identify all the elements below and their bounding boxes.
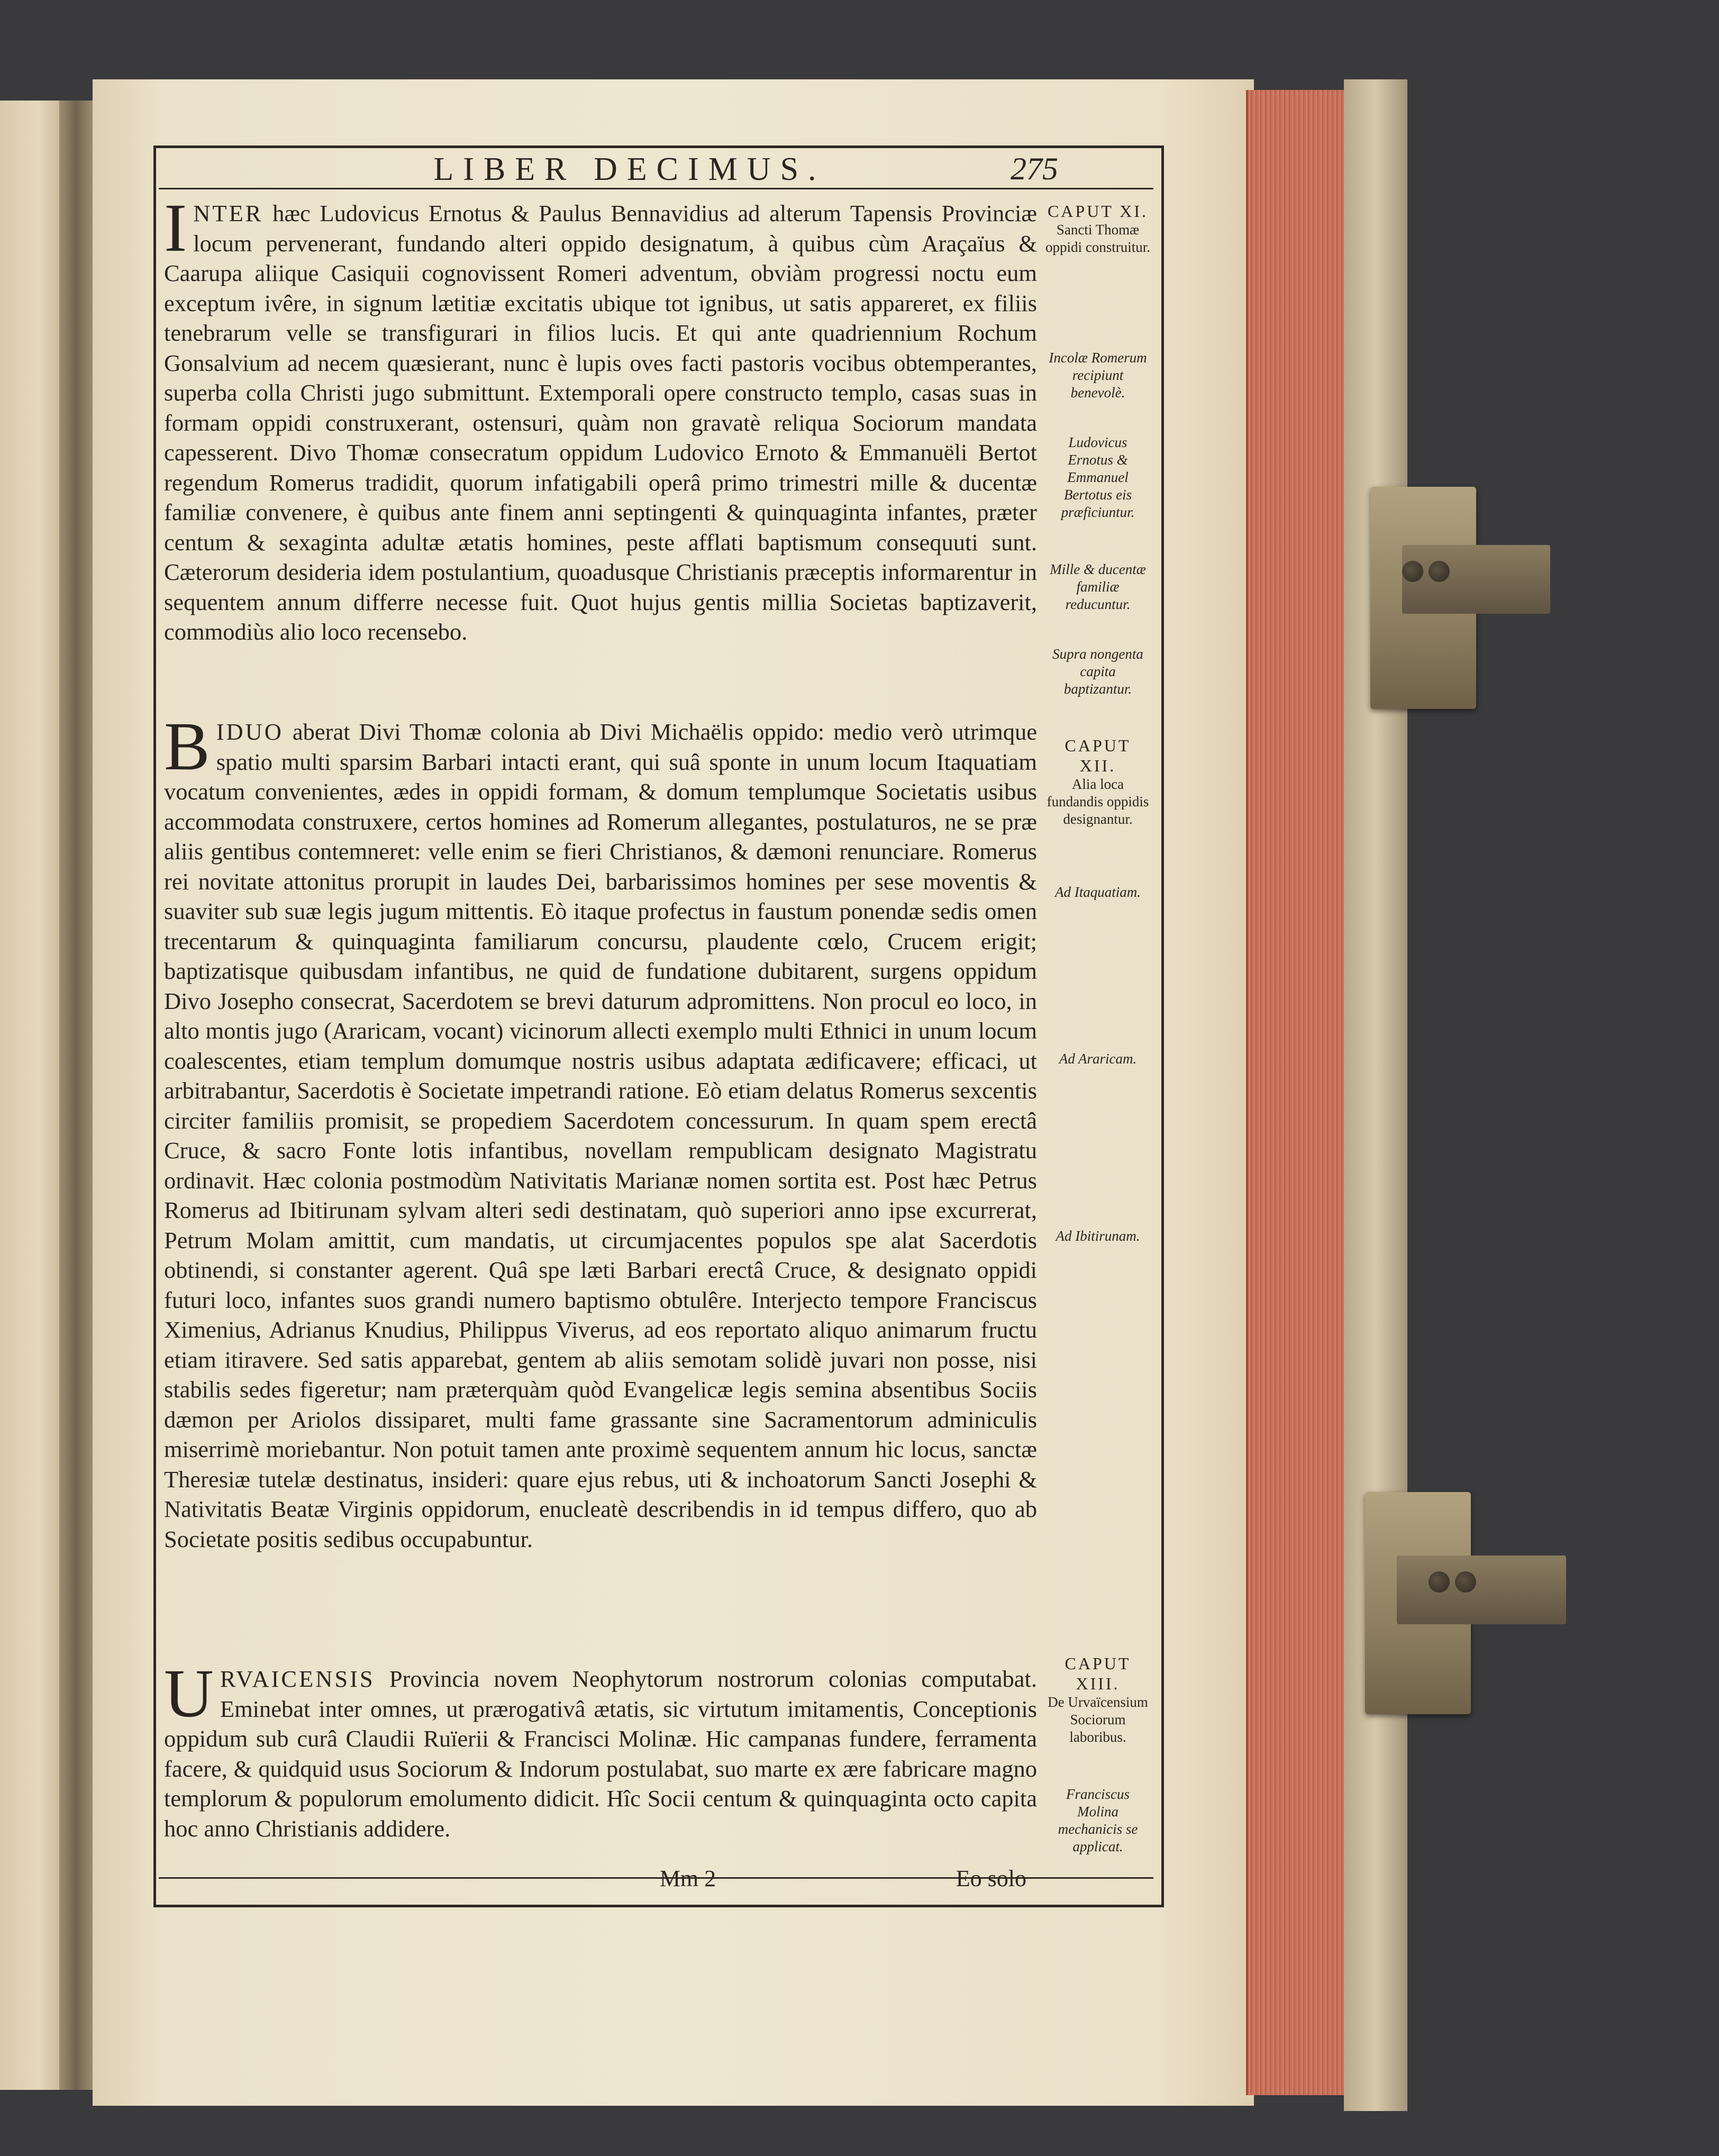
caput-13-note — [1045, 1653, 1151, 1746]
caput-11-note — [1045, 201, 1151, 256]
margin-note-araricam: Ad Araricam. — [1059, 1051, 1137, 1067]
margin-note-itaquatiam: Ad Itaquatiam. — [1055, 884, 1141, 900]
paragraph-text: hæc Ludovicus Ernotus & Paulus Bennavidius ad alterum Tapensis Provinciæ locum pervenerant, fundando alteri oppido designatum, à quibus cùm Araçaïus & Caarupa aliique Casiquii cognovissent Romeri adventum, obviàm progressi noctu eum exceptum ivêre, in signum lætitiæ excitatis ubique tot ignibus, ut satis appareret, ex filiis tenebrarum velle se transfigurari in filios lucis. Et qui ante quadriennium Rochum Gonsalvium ad necem quæsierant, nunc è lupis oves facti pastoris vocibus obtemperantes, superba colla Christi jugo submittunt. Extemporali opere constructo templo, casas suas in formam oppidi construxerant, ostensuri, quàm non gravatè reliqua Sociorum mandata capesserent. Divo Thomæ consecratum oppidum Ludovico Ernoto & Emmanuëli Bertot regendum Romerus tradidit, quorum infatigabili operâ primo trimestri mille & ducentæ familiæ convenere, è quibus ante finem anni septingenti & quinquaginta infantes, præter centum & sexaginta adultæ ætatis homines, peste afflati baptismum consequuti sunt. Cæterorum desideria idem postulantium, quoadusque Christianis præceptis informarentur in sequentem annum differre necesse fuit. Quot hujus gentis millia Societas baptizaverit, commodiùs alio loco recensebo. — [164, 200, 1037, 645]
caput-heading: CAPUT XIII. — [1065, 1654, 1131, 1693]
red-page-edges — [1246, 90, 1354, 2095]
clasp-pin — [1455, 1571, 1476, 1593]
clasp-strap — [1397, 1555, 1566, 1624]
book-cover — [1344, 79, 1407, 2111]
running-title: LIBER DECIMUS. — [433, 151, 826, 187]
paragraph-2 — [164, 708, 1037, 1554]
caput-summary: Alia loca fundandis oppidis designantur. — [1047, 776, 1149, 827]
clasp-lower — [1365, 1492, 1471, 1714]
signature-mark: Mm 2 — [659, 1866, 716, 1891]
caput-12-note — [1045, 735, 1151, 828]
caput-heading: CAPUT XI. — [1047, 202, 1149, 221]
drop-cap: U — [164, 1655, 214, 1732]
margin-note-familiae: Mille & ducentæ familiæ reducuntur. — [1050, 561, 1146, 612]
small-caps-opening: IDUO — [216, 718, 284, 745]
clasp-strap — [1402, 545, 1550, 614]
margin-note-molina: Franciscus Molina mechanicis se applicat. — [1058, 1786, 1138, 1854]
gutter — [59, 101, 96, 2090]
catchword: Eo solo — [956, 1866, 1026, 1891]
margin-note-ibitirunam: Ad Ibitirunam. — [1056, 1228, 1140, 1244]
left-page-edge — [0, 101, 63, 2090]
paragraph-1 — [164, 190, 1037, 647]
paragraph-text: aberat Divi Thomæ colonia ab Divi Michaëlis oppido: medio verò utrimque spatio multi sparsim Barbari intacti erant, qui suâ sponte in unum locum Itaquatiam vocatum convenientes, ædes in oppidi formam, & domum templumque Societatis usibus accommodata construxere, certos homines ad Romerum allegantes, postulaturos, ne se præ aliis gentibus contemneret: velle enim se fieri Christianos, & dæmoni renunciare. Romerus rei novitate attonitus prorupit in laudes Dei, barbarissimos homines per sese moventis & suaviter sub suæ legis jugum mittentis. Eò itaque profectus in faustum ponendæ sedis omen trecentarum & quinquaginta familiarum concursu, plaudente cœlo, Crucem erigit; baptizatisque quibusdam infantibus, ne quid de fundatione dubitarent, surgens oppidum Divo Josepho consecrat, Sacerdotem se brevi daturum adpromittens. Non procul eo loco, in alto montis jugo (Araricam, vocant) vicinorum allecti exemplo multi Ethnici in unum locum coalescentes, etiam templum domumque nostris usibus adaptata ædificavere; efficaci, ut arbitrabantur, Sacerdotis è Societate impetrandi ratione. Eò etiam delatus Romerus sexcentis circiter familiis promisit, se propediem Sacerdotem concessurum. In quam spem erectâ Cruce, & sacro Fonte lotis infantibus, novellam rempublicam designato Magistratu ordinavit. Hæc colonia postmodùm Nativitatis Marianæ nomen sortita est. Post hæc Petrus Romerus ad Ibitirunam sylvam alteri sedi destinatam, quò superiori anno ipse excurrerat, Petrum Molam amittit, cum mandatis, ut circumjacentes populos spe alat Sacerdotis obtinendi, si constanter agerent. Quâ spe læti Barbari erectâ Cruce, & designato oppidi futuri loco, infantes suos grandi numero baptismo obtulêre. Interjecto tempore Franciscus Ximenius, Adrianus Knudius, Philippus Viverus, ad eos reportato aliquo animarum fructu etiam itiravere. Sed satis apparebat, gentem ab aliis semotam solidè juvari non posse, nisi stabilis sedes figeretur; nam præterquàm quòd Evangelicæ legis semina absentibus Sociis dæmon per Ariolos dissiparet, multi fame grassante sine Sacramentorum adminiculis miserrimè moriebantur. Non potuit tamen ante proximè sequentem annum hic locus, sanctæ Theresiæ tutelæ destinatus, insideri: quare ejus rebus, uti & inchoatorum Sancti Josephi & Nativitatis Beatæ Virginis oppidorum, enucleatè describendis in id tempus differo, quo ab Societate positis sedibus occupabuntur. — [164, 718, 1037, 1552]
margin-note-ludovicus: Ludovicus Ernotus & Emmanuel Bertotus eis præficiuntur. — [1061, 434, 1135, 520]
caput-heading: CAPUT XII. — [1065, 736, 1131, 775]
margin-note-baptizantur: Supra nongenta capita baptizantur. — [1052, 646, 1143, 697]
paragraph-3 — [164, 1655, 1037, 1843]
margin-note-incolae: Incolæ Romerum recipiunt benevolè. — [1049, 350, 1147, 401]
page-number: 275 — [1011, 151, 1058, 186]
clasp-pin — [1402, 561, 1423, 582]
small-caps-opening: NTER — [193, 200, 263, 226]
clasp-upper — [1370, 487, 1476, 709]
small-caps-opening: RVAICENSIS — [220, 1666, 375, 1692]
caput-summary: Sancti Thomæ oppidi construitur. — [1045, 222, 1150, 255]
drop-cap: B — [164, 708, 210, 785]
drop-cap: I — [164, 190, 187, 266]
clasp-pin — [1429, 561, 1450, 582]
paragraph-text: Provincia novem Neophytorum nostrorum colonias computabat. Eminebat inter omnes, ut prærogativâ ætatis, sic virtutum imitamentis, Conceptionis oppidum sub curâ Claudii Ruïerii & Francisci Molinæ. Hic campanas fundere, ferramenta facere, & quidquid usus Sociorum & Indorum postulabat, suo marte ex ære fabricare magno templorum & populorum emolumento didicit. Hîc Socii centum & quinquaginta octo capita hoc anno Christianis addidere. — [164, 1666, 1037, 1842]
caput-summary: De Urvaïcensium Sociorum laboribus. — [1048, 1694, 1148, 1745]
clasp-pin — [1429, 1571, 1450, 1593]
